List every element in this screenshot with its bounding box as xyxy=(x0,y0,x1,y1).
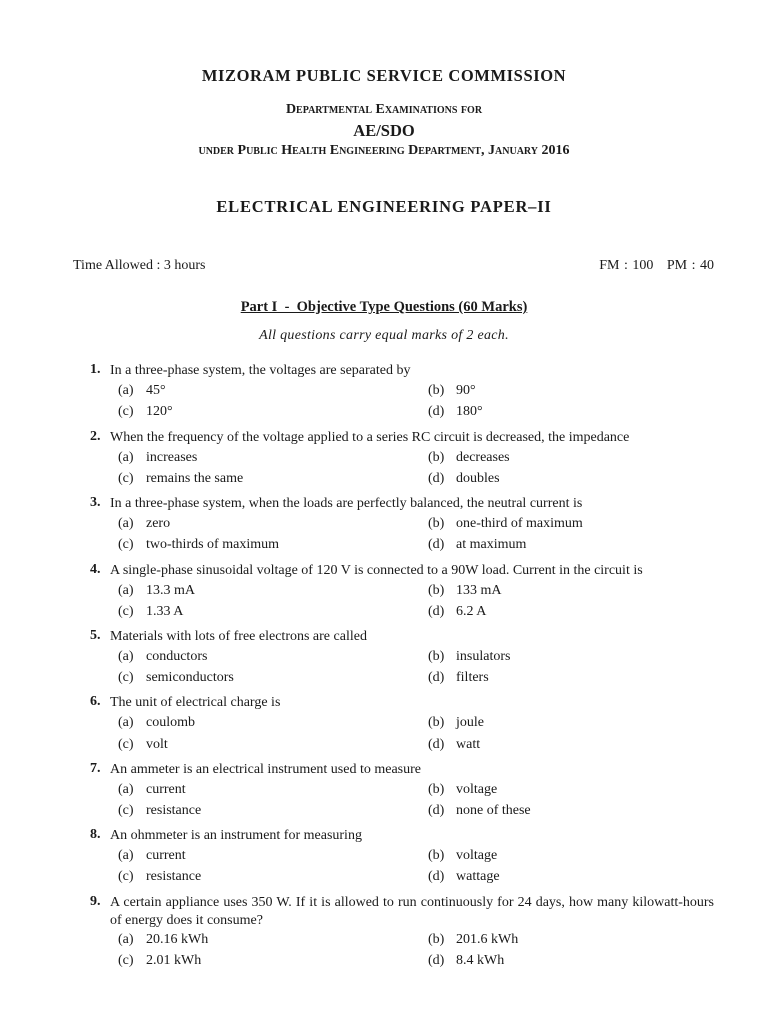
option-text: wattage xyxy=(456,869,500,884)
question-number: 3. xyxy=(90,495,101,510)
option-text: 133 mA xyxy=(456,583,502,598)
option-label: (a) xyxy=(118,932,134,947)
option-text: none of these xyxy=(456,803,531,818)
option-label: (b) xyxy=(428,450,445,465)
option-text: 8.4 kWh xyxy=(456,953,505,968)
option-text: voltage xyxy=(456,848,498,863)
option-text: doubles xyxy=(456,471,500,486)
question-number: 6. xyxy=(90,694,101,709)
option-text: 120° xyxy=(146,404,173,419)
option-text: semiconductors xyxy=(146,670,234,685)
option-label: (a) xyxy=(118,383,134,398)
option-text: 6.2 A xyxy=(456,604,487,619)
option-label: (d) xyxy=(428,604,445,619)
question-text: In a three-phase system, the voltages are separated by xyxy=(110,363,411,378)
option-text: 20.16 kWh xyxy=(146,932,209,947)
option-label: (c) xyxy=(118,737,134,752)
option-label: (a) xyxy=(118,450,134,465)
option-text: 201.6 kWh xyxy=(456,932,519,947)
option-label: (b) xyxy=(428,715,445,730)
option-text: zero xyxy=(146,516,171,531)
option-label: (c) xyxy=(118,471,134,486)
option-text: remains the same xyxy=(146,471,244,486)
option-label: (b) xyxy=(428,932,445,947)
option-label: (b) xyxy=(428,383,445,398)
option-text: coulomb xyxy=(146,715,195,730)
option-label: (d) xyxy=(428,737,445,752)
question-text: A single-phase sinusoidal voltage of 120 V is connected to a 90W load. Current in the circuit is xyxy=(110,563,643,578)
department-line: under Public Health Engineering Department, January 2016 xyxy=(198,143,570,158)
option-label: (d) xyxy=(428,670,445,685)
option-label: (c) xyxy=(118,869,134,884)
option-label: (c) xyxy=(118,670,134,685)
option-text: joule xyxy=(456,715,484,730)
option-text: current xyxy=(146,848,186,863)
option-label: (a) xyxy=(118,516,134,531)
exam-line: Departmental Examinations for xyxy=(285,102,483,117)
question-text: A certain appliance uses 350 W. If it is allowed to run continuously for 24 days, how many kilowatt-hours of energy does it consume? xyxy=(110,895,714,928)
option-text: decreases xyxy=(456,450,510,465)
option-text: resistance xyxy=(146,803,202,818)
option-label: (a) xyxy=(118,848,134,863)
option-label: (d) xyxy=(428,537,445,552)
option-text: filters xyxy=(456,670,489,685)
option-text: resistance xyxy=(146,869,202,884)
option-label: (d) xyxy=(428,803,445,818)
post-title: AE/SDO xyxy=(353,121,415,140)
option-label: (c) xyxy=(118,404,134,419)
option-label: (c) xyxy=(118,604,134,619)
commission-title: MIZORAM PUBLIC SERVICE COMMISSION xyxy=(201,66,567,85)
option-label: (a) xyxy=(118,782,134,797)
option-text: 90° xyxy=(456,383,476,398)
part-title: Part I - Objective Type Questions (60 Marks) xyxy=(240,299,528,315)
option-text: conductors xyxy=(146,649,208,664)
option-text: two-thirds of maximum xyxy=(146,537,279,552)
option-label: (a) xyxy=(118,583,134,598)
paper-title: ELECTRICAL ENGINEERING PAPER–II xyxy=(216,197,552,216)
question-number: 1. xyxy=(90,362,101,377)
option-text: watt xyxy=(456,737,481,752)
option-label: (c) xyxy=(118,537,134,552)
option-text: current xyxy=(146,782,186,797)
question-text: In a three-phase system, when the loads are perfectly balanced, the neutral current is xyxy=(110,496,583,511)
option-label: (d) xyxy=(428,953,445,968)
question-number: 9. xyxy=(90,894,101,909)
option-label: (d) xyxy=(428,869,445,884)
option-text: volt xyxy=(146,737,168,752)
option-label: (b) xyxy=(428,782,445,797)
option-text: one-third of maximum xyxy=(456,516,583,531)
option-text: 13.3 mA xyxy=(146,583,195,598)
question-text: When the frequency of the voltage applied to a series RC circuit is decreased, the impedance xyxy=(110,430,630,445)
option-text: at maximum xyxy=(456,537,527,552)
option-text: 1.33 A xyxy=(146,604,184,619)
full-pass-marks: FM : 100 PM : 40 xyxy=(599,258,714,273)
option-text: 45° xyxy=(146,383,166,398)
option-text: voltage xyxy=(456,782,498,797)
question-text: Materials with lots of free electrons are called xyxy=(110,629,367,644)
question-number: 7. xyxy=(90,761,101,776)
option-label: (c) xyxy=(118,953,134,968)
option-label: (c) xyxy=(118,803,134,818)
question-text: An ammeter is an electrical instrument used to measure xyxy=(110,762,422,777)
time-allowed: Time Allowed : 3 hours xyxy=(73,258,206,273)
question-text: An ohmmeter is an instrument for measuring xyxy=(110,828,362,843)
marks-note: All questions carry equal marks of 2 each. xyxy=(259,328,509,343)
option-label: (a) xyxy=(118,649,134,664)
question-text: The unit of electrical charge is xyxy=(110,695,281,710)
option-label: (b) xyxy=(428,848,445,863)
option-text: increases xyxy=(146,450,198,465)
option-label: (a) xyxy=(118,715,134,730)
option-label: (d) xyxy=(428,404,445,419)
option-label: (d) xyxy=(428,471,445,486)
question-number: 8. xyxy=(90,827,101,842)
option-text: 180° xyxy=(456,404,483,419)
option-label: (b) xyxy=(428,583,445,598)
question-number: 4. xyxy=(90,562,101,577)
option-text: 2.01 kWh xyxy=(146,953,202,968)
question-number: 2. xyxy=(90,429,101,444)
option-label: (b) xyxy=(428,516,445,531)
option-label: (b) xyxy=(428,649,445,664)
option-text: insulators xyxy=(456,649,511,664)
question-number: 5. xyxy=(90,628,101,643)
